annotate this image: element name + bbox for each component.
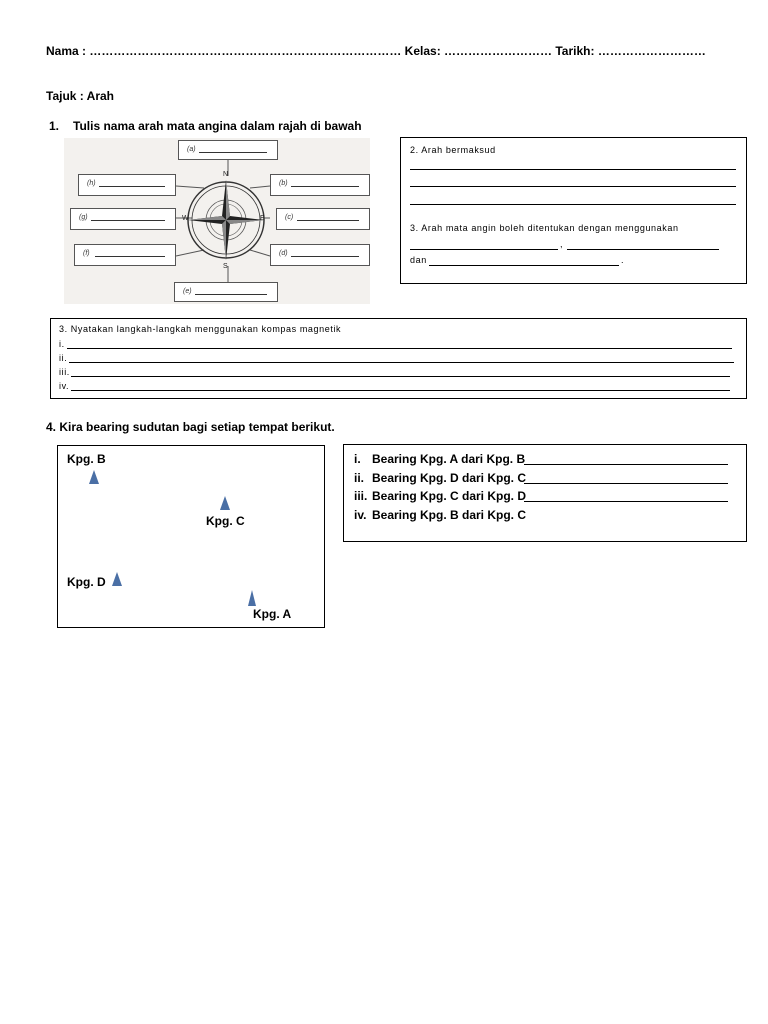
compass-n: N — [223, 171, 229, 178]
bearing-q3-num: iii. — [354, 489, 368, 503]
q2-q3-box — [400, 137, 747, 284]
q2-answer-line-2[interactable] — [410, 186, 736, 187]
compass-box-e[interactable] — [174, 282, 278, 302]
topic-title: Tajuk : Arah — [46, 89, 115, 103]
compass-box-h[interactable] — [78, 174, 176, 196]
q3b-item-4-num: iv. — [59, 381, 70, 391]
q4-text: 4. Kira bearing sudutan bagi setiap tempat berikut. — [46, 420, 335, 434]
compass-box-b[interactable] — [270, 174, 370, 196]
q3b-answer-line-1[interactable] — [67, 348, 732, 349]
compass-rose-icon — [184, 172, 268, 266]
compass-box-c[interactable] — [276, 208, 370, 230]
compass-box-f-label: (f) — [83, 250, 90, 257]
bearing-questions-box — [343, 444, 747, 542]
compass-diagram — [64, 138, 370, 304]
bearing-q4-num: iv. — [354, 508, 367, 522]
q3a-text: 3. Arah mata angin boleh ditentukan dengan menggunakan — [410, 223, 679, 233]
q3b-item-2-num: ii. — [59, 353, 68, 363]
bearing-q2-text: Bearing Kpg. D dari Kpg. C — [372, 471, 527, 485]
q3b-answer-line-2[interactable] — [69, 362, 734, 363]
compass-box-a[interactable] — [178, 140, 278, 160]
place-label-b: Kpg. B — [67, 452, 106, 466]
q3a-answer-line-3[interactable] — [429, 265, 619, 266]
q1-text: Tulis nama arah mata angina dalam rajah di bawah — [73, 119, 362, 133]
compass-e: E — [260, 215, 265, 222]
compass-box-g[interactable] — [70, 208, 176, 230]
q3a-comma: , — [560, 239, 564, 249]
compass-box-b-label: (b) — [279, 180, 288, 187]
q3a-period: . — [621, 255, 625, 265]
q3a-answer-line-2[interactable] — [567, 249, 719, 250]
q2-answer-line-1[interactable] — [410, 169, 736, 170]
name-class-date-line: Nama : …………………………………………………………………… Kelas: ……………………… Tarikh: ……………………… — [46, 44, 706, 58]
compass-box-d[interactable] — [270, 244, 370, 266]
compass-box-d-label: (d) — [279, 250, 288, 257]
bearing-q3-text: Bearing Kpg. C dari Kpg. D — [372, 489, 527, 503]
place-marker-a-icon — [248, 590, 256, 606]
compass-box-h-label: (h) — [87, 180, 96, 187]
bearing-q1-answer[interactable] — [524, 464, 728, 465]
bearing-q1-num: i. — [354, 452, 361, 466]
place-label-d: Kpg. D — [67, 575, 106, 589]
q3b-item-1-num: i. — [59, 339, 65, 349]
bearing-q3-answer[interactable] — [524, 501, 728, 502]
compass-w: W — [182, 215, 189, 222]
bearing-q2-num: ii. — [354, 471, 365, 485]
q3a-answer-line-1[interactable] — [410, 249, 558, 250]
bearing-q4-text: Bearing Kpg. B dari Kpg. C — [372, 508, 527, 522]
q3-steps-box — [50, 318, 747, 399]
compass-box-c-label: (c) — [285, 214, 294, 221]
compass-box-a-label: (a) — [187, 146, 196, 153]
compass-box-g-label: (g) — [79, 214, 88, 221]
compass-box-f[interactable] — [74, 244, 176, 266]
compass-s: S — [223, 263, 228, 270]
place-label-c: Kpg. C — [206, 514, 245, 528]
bearing-q1-text: Bearing Kpg. A dari Kpg. B — [372, 452, 526, 466]
bearing-q2-answer[interactable] — [524, 483, 728, 484]
place-marker-b-icon — [89, 470, 99, 484]
compass-box-e-label: (e) — [183, 288, 192, 295]
q3b-text: 3. Nyatakan langkah-langkah menggunakan kompas magnetik — [59, 324, 342, 334]
q2-text: 2. Arah bermaksud — [410, 145, 496, 155]
q3b-answer-line-4[interactable] — [71, 390, 730, 391]
q2-answer-line-3[interactable] — [410, 204, 736, 205]
place-label-a: Kpg. A — [253, 607, 292, 621]
place-marker-c-icon — [220, 496, 230, 510]
q3b-item-3-num: iii. — [59, 367, 70, 377]
q1-number: 1. — [49, 119, 60, 133]
place-marker-d-icon — [112, 572, 122, 586]
q3b-answer-line-3[interactable] — [71, 376, 730, 377]
q3a-dan: dan — [410, 255, 427, 265]
kampung-map — [57, 445, 325, 628]
